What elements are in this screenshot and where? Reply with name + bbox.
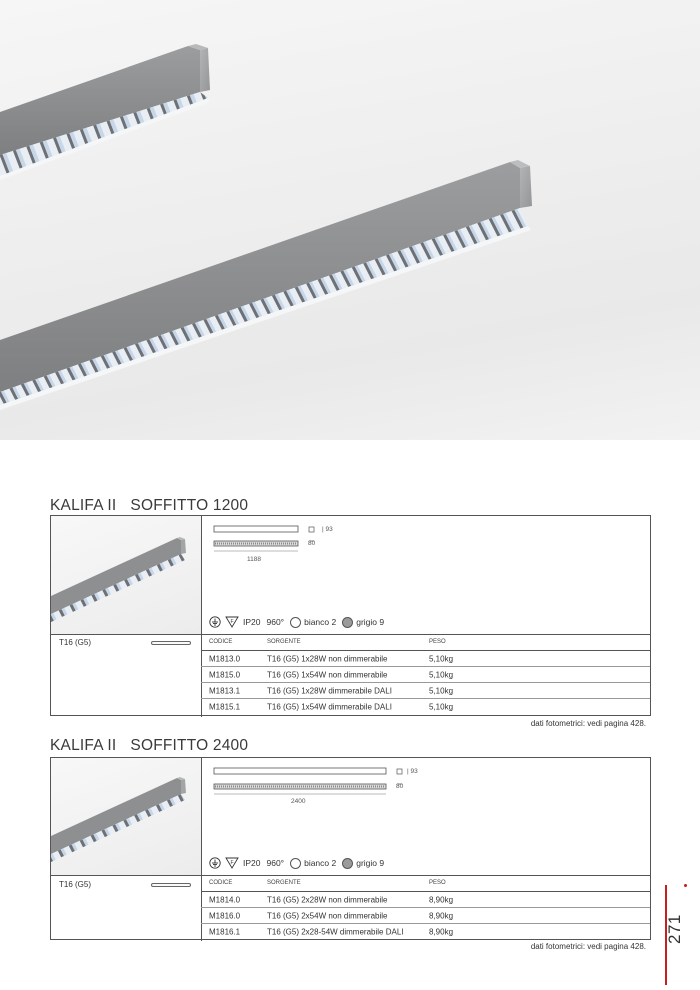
dim-width: 80: [396, 783, 404, 790]
cell-source: T16 (G5) 1x28W non dimmerabile: [267, 654, 388, 663]
flammable-surface-icon: [225, 857, 239, 869]
dim-length: 2400: [291, 798, 306, 805]
dim-length: 1188: [247, 556, 261, 563]
product-box: [50, 757, 651, 940]
model-name: KALIFA II: [50, 497, 117, 514]
spec-icons-row: [209, 616, 390, 628]
table-row: [201, 682, 650, 698]
ceiling-fixtures-illustration: [0, 0, 700, 440]
white-swatch-icon: [290, 617, 301, 628]
fixture-thumbnail-image: [51, 516, 201, 634]
codes-table: [201, 875, 650, 939]
photometric-note: dati fotometrici: vedi pagina 428.: [530, 942, 646, 951]
cell-source: T16 (G5) 1x54W dimmerabile DALI: [267, 702, 392, 711]
svg-text:F: F: [230, 619, 234, 625]
end-profile-icon: [309, 527, 314, 532]
earth-ground-icon: [209, 857, 221, 869]
grey-swatch-icon: [342, 617, 353, 628]
source-label: T16 (G5): [59, 638, 92, 647]
page-number: 271: [665, 914, 684, 944]
grey-swatch-icon: [342, 858, 353, 869]
product-box: [50, 515, 651, 716]
table-row: [201, 923, 650, 939]
flammable-surface-icon: [225, 616, 239, 628]
cell-code: M1813.0: [209, 654, 241, 663]
finish-white: bianco 2: [304, 617, 337, 627]
page-accent-dot: [684, 884, 687, 887]
ip-rating: IP20: [243, 858, 261, 868]
hero-photo: [0, 0, 700, 440]
cell-source: T16 (G5) 2x28-54W dimmerabile DALI: [267, 927, 404, 936]
table-header: [201, 875, 650, 891]
svg-text:F: F: [230, 860, 234, 866]
cell-source: T16 (G5) 2x28W non dimmerabile: [267, 895, 388, 904]
codes-table: [201, 634, 650, 714]
cell-weight: 5,10kg: [429, 654, 454, 663]
cell-code: M1813.1: [209, 686, 241, 695]
cell-source: T16 (G5) 1x54W non dimmerabile: [267, 670, 388, 679]
table-header: [201, 634, 650, 650]
variant-name: SOFFITTO 2400: [130, 737, 249, 754]
cell-weight: 8,90kg: [429, 895, 454, 904]
finish-white: bianco 2: [304, 858, 337, 868]
earth-ground-icon: [209, 616, 221, 628]
finish-grey: grigio 9: [356, 617, 385, 627]
cell-code: M1815.1: [209, 702, 241, 711]
header-code: CODICE: [209, 639, 233, 645]
cell-weight: 5,10kg: [429, 686, 454, 695]
dim-width: 80: [308, 540, 316, 547]
cell-code: M1816.0: [209, 911, 241, 920]
dimension-drawing: [211, 524, 331, 574]
product-thumbnail: [51, 758, 201, 875]
cell-weight: 5,10kg: [429, 702, 454, 711]
model-name: KALIFA II: [50, 737, 117, 754]
dim-height: | 93: [322, 526, 333, 533]
section-title: [50, 737, 248, 755]
end-profile-icon: [397, 769, 402, 774]
section-title: [50, 497, 248, 515]
fixture-thumbnail-image: [51, 758, 201, 875]
photometric-note: dati fotometrici: vedi pagina 428.: [530, 719, 646, 728]
source-label: T16 (G5): [59, 880, 92, 889]
cell-code: M1816.1: [209, 927, 241, 936]
cell-code: M1815.0: [209, 670, 241, 679]
table-row: [201, 891, 650, 907]
cell-weight: 8,90kg: [429, 911, 454, 920]
cell-code: M1814.0: [209, 895, 241, 904]
tube-lamp-icon: [151, 641, 191, 645]
cell-source: T16 (G5) 2x54W non dimmerabile: [267, 911, 388, 920]
dimension-drawing: [211, 766, 411, 806]
cell-weight: 8,90kg: [429, 927, 454, 936]
product-thumbnail: [51, 516, 201, 634]
finish-grey: grigio 9: [356, 858, 385, 868]
table-row: [201, 907, 650, 923]
header-code: CODICE: [209, 880, 233, 886]
cell-weight: 5,10kg: [429, 670, 454, 679]
spec-icons-row: [209, 857, 390, 869]
white-swatch-icon: [290, 858, 301, 869]
header-weight: PESO: [429, 880, 446, 886]
header-source: SORGENTE: [267, 880, 301, 886]
table-row: [201, 650, 650, 666]
ip-rating: IP20: [243, 617, 261, 627]
tube-lamp-icon: [151, 883, 191, 887]
glow-wire-temp: 960°: [266, 617, 285, 627]
table-row: [201, 698, 650, 714]
dim-height: | 93: [407, 768, 418, 775]
header-source: SORGENTE: [267, 639, 301, 645]
variant-name: SOFFITTO 1200: [130, 497, 249, 514]
header-weight: PESO: [429, 639, 446, 645]
glow-wire-temp: 960°: [266, 858, 285, 868]
cell-source: T16 (G5) 1x28W dimmerabile DALI: [267, 686, 392, 695]
table-row: [201, 666, 650, 682]
